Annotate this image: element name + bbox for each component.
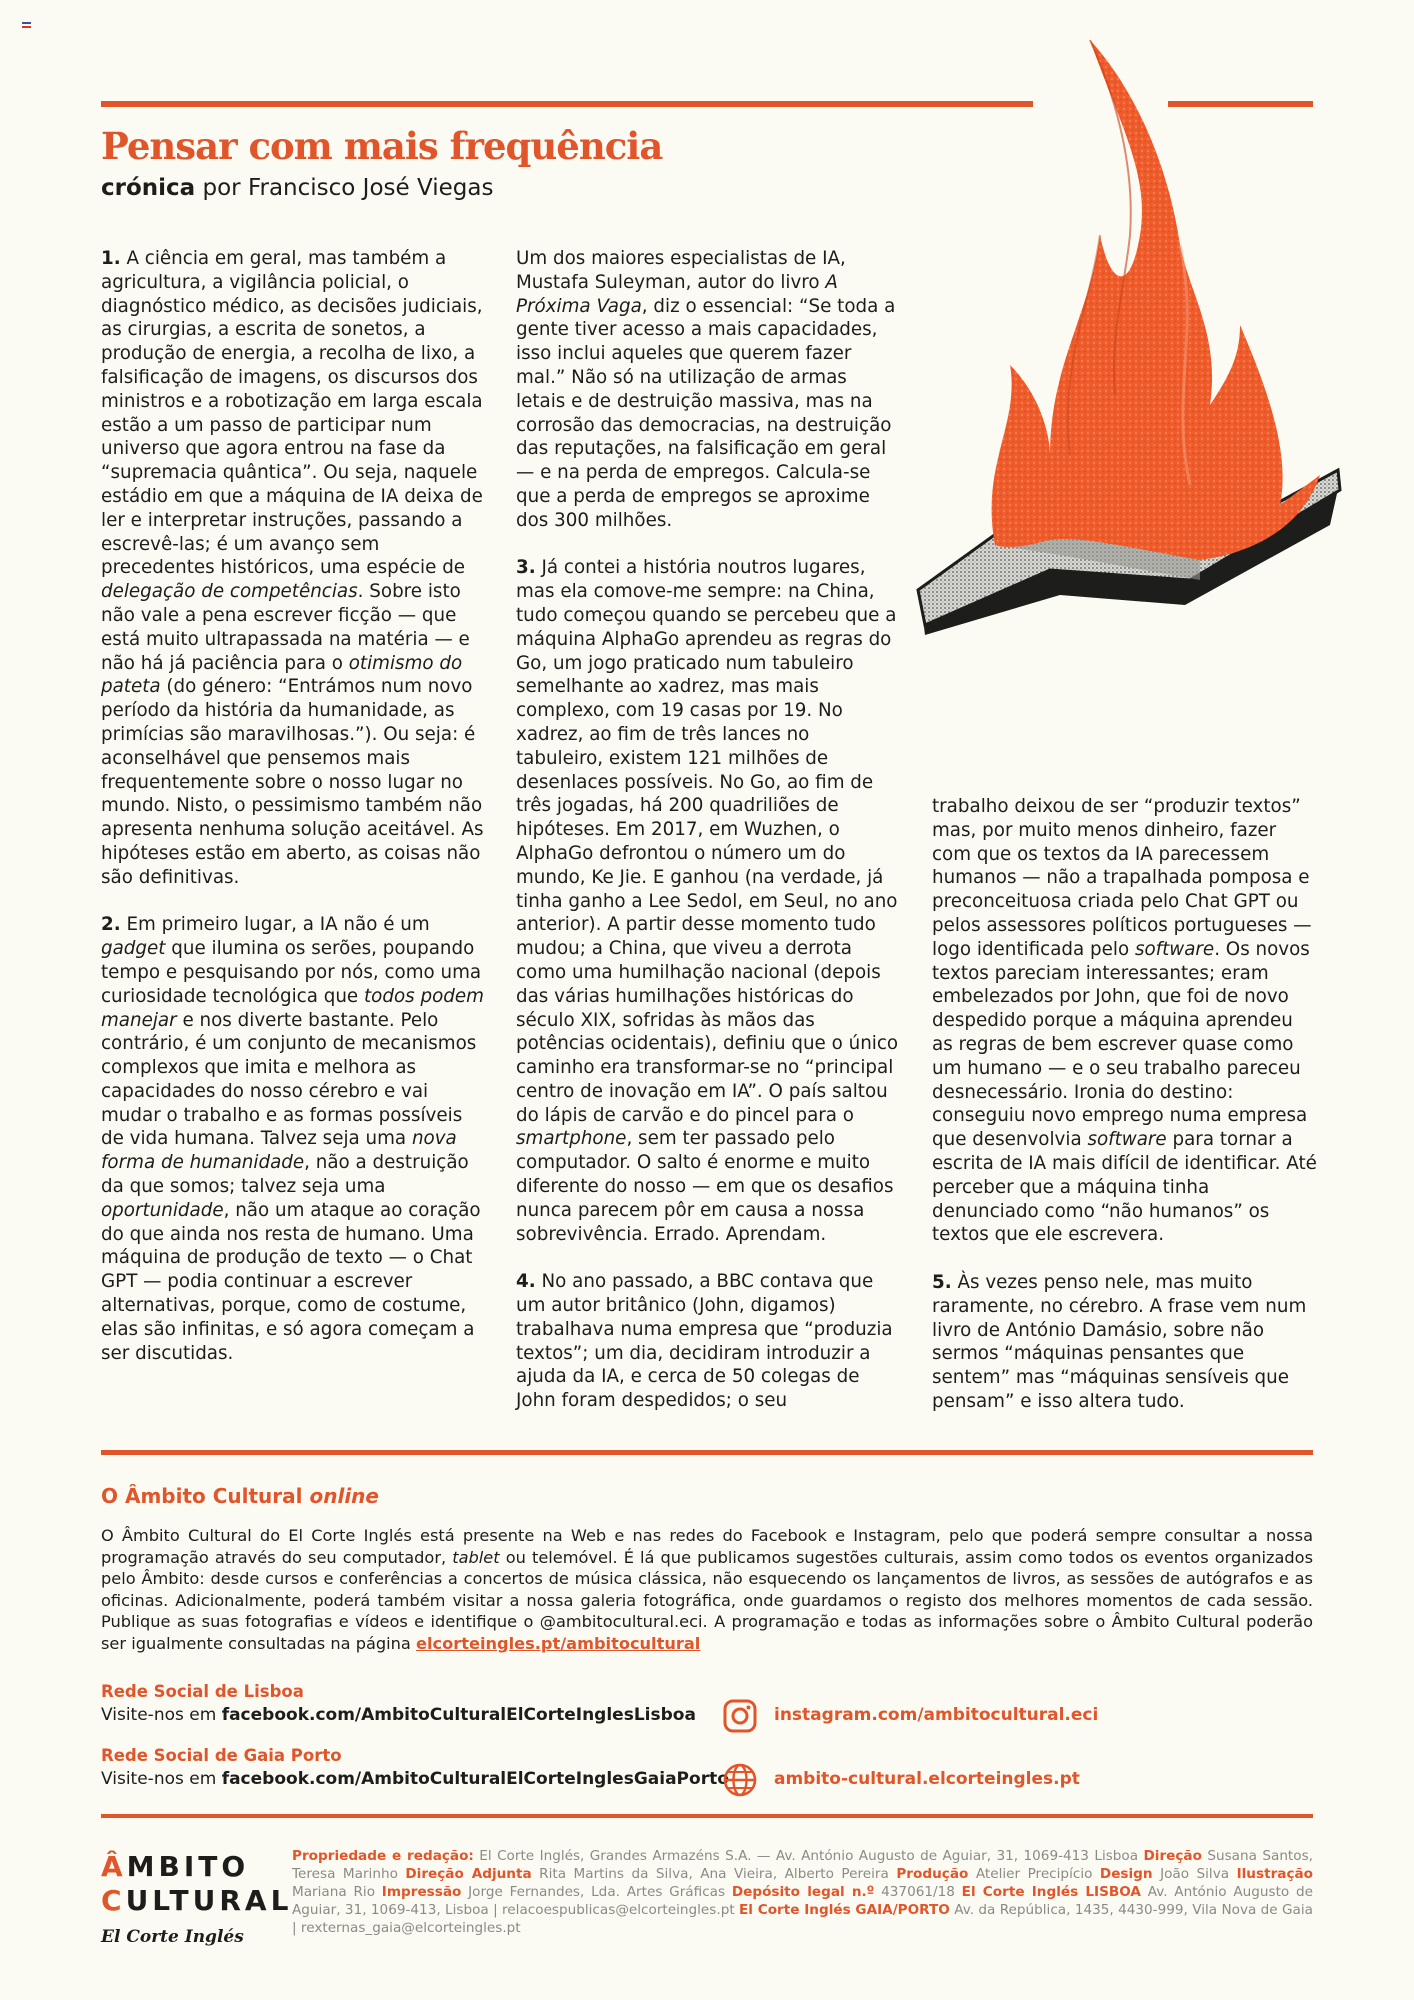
ambito-cultural-logo [101, 1850, 293, 1947]
italic-run: oportunidade [101, 1199, 224, 1221]
logo-line-1-accent: Â [101, 1850, 127, 1883]
mid-rule [101, 1450, 1313, 1455]
instagram-link[interactable]: instagram.com/ambitocultural.eci [774, 1705, 1099, 1725]
bottom-rule [101, 1814, 1313, 1818]
gaia-facebook-link[interactable]: facebook.com/AmbitoCulturalElCorteInglesGaiaPorto [221, 1769, 729, 1789]
paragraph-1: 1. A ciência em geral, mas também a agricultura, a vigilância policial, o diagnóstico médico, as decisões judiciais, as cirurgias, a escrita de sonetos, a produção de energia, a recolha de lixo, a falsificação de imagens, os discursos dos ministros e a robotização em larga escala estão a um passo de participar num universo que agora entrou na fase da “supremacia quântica”. Ou seja, naquele estádio em que a máquina de IA deixa de ler e interpretar instruções, passando a escrevê-las; é um avanço sem precedentes históricos, uma espécie de delegação de competências. Sobre isto não vale a pena escrever ficção — que está muito ultrapassada na matéria — e não há já paciência para o otimismo do pateta (do género: “Entrámos num novo período da história da humanidade, as primícias são maravilhosas.”). Ou seja: é aconselhável que pensemos mais frequentemente sobre o nosso lugar no mundo. Nisto, o pessimismo também não apresenta nenhuma solução aceitável. As hipóteses estão em aberto, as coisas não são definitivas. [101, 248, 484, 888]
italic-run: tablet [452, 1547, 500, 1567]
section-number: 4. [516, 1271, 536, 1293]
language-flag-icon [22, 22, 31, 28]
section-number: 3. [516, 557, 536, 579]
colophon-label: Direção Adjunta [405, 1866, 532, 1882]
lisboa-social-line [101, 1705, 696, 1725]
italic-run: otimismo do pateta [101, 652, 463, 698]
paragraph-4: 4. No ano passado, a BBC contava que um autor britânico (John, digamos) trabalhava numa empresa que “produzia textos”; um dia, decidiram introduzir a ajuda da IA, e cerca de 50 colegas de John foram despedidos; o seu [516, 1271, 893, 1412]
burning-book-illustration [900, 35, 1350, 755]
ambito-cultural-page-link[interactable]: elcorteingles.pt/ambitocultural [416, 1633, 701, 1653]
website-link[interactable]: ambito-cultural.elcorteingles.pt [774, 1769, 1080, 1789]
italic-run: software [1134, 938, 1215, 960]
colophon-label: Design [1099, 1866, 1153, 1882]
instagram-icon [722, 1698, 758, 1734]
visit-prefix: Visite-nos em [101, 1705, 222, 1725]
paragraph-4-continued: trabalho deixou de ser “produzir textos” mas, por muito menos dinheiro, fazer com que os textos da IA parecessem humanos — não a trapalhada pomposa e preconceituosa criada pelo Chat GPT ou pelos assessores políticos portugueses — logo identificada pelo software. Os novos textos pareciam interessantes; eram embelezados por John, que foi de novo despedido porque a máquina aprendeu as regras de bem escrever quase como um humano — e o seu trabalho pareceu desnecessário. Ironia do destino: conseguiu novo emprego numa empresa que desenvolvia software para tornar a escrita de IA mais difícil de identificar. Até perceber que a máquina tinha denunciado como “não humanos” os textos que ele escrevera. [932, 796, 1317, 1246]
colophon-label: Ilustração [1236, 1866, 1314, 1882]
globe-icon [722, 1762, 758, 1798]
paragraph-5: 5. Às vezes penso nele, mas muito raramente, no cérebro. A frase vem num livro de António Damásio, sobre não sermos “máquinas pensantes que sentem” mas “máquinas sensíveis que pensam” e isso altera tudo. [932, 1271, 1307, 1412]
gaia-social-line [101, 1769, 729, 1789]
colophon-label: El Corte Inglés LISBOA [961, 1884, 1141, 1900]
italic-run: A Próxima Vaga [516, 271, 838, 317]
article-column-3 [932, 795, 1317, 1414]
article-column-1 [101, 247, 486, 1365]
italic-run: smartphone [516, 1128, 627, 1150]
flame-shape [992, 40, 1320, 560]
byline [101, 175, 493, 201]
colophon-label: Propriedade e redação: [292, 1848, 474, 1864]
colophon-label: Impressão [381, 1884, 462, 1900]
article-column-2 [516, 247, 901, 1413]
colophon-label: El Corte Inglés GAIA/PORTO [739, 1902, 950, 1918]
el-corte-ingles-logo: El Corte Inglés [101, 1927, 244, 1947]
section-number: 1. [101, 248, 121, 269]
logo-line-2-rest: ULTURAL [125, 1884, 293, 1917]
section-number: 5. [932, 1271, 952, 1293]
paragraph-2: 2. Em primeiro lugar, a IA não é um gadget que ilumina os serões, poupando tempo e pesquisando por nós, como uma curiosidade tecnológica que todos podem manejar e nos diverte bastante. Pelo contrário, é um conjunto de mecanismos complexos que imita e melhora as capacidades do nosso cérebro e vai mudar o trabalho e as formas possíveis de vida humana. Talvez seja uma nova forma de humanidade, não a destruição da que somos; talvez seja uma oportunidade, não um ataque ao coração do que ainda nos resta de humano. Uma máquina de produção de texto — o Chat GPT — podia continuar a escrever alternativas, porque, como de costume, elas são infinitas, e só agora começam a ser discutidas. [101, 914, 484, 1364]
byline-author: por Francisco José Viegas [202, 175, 494, 201]
byline-genre: crónica [101, 175, 196, 201]
colophon: Propriedade e redação: El Corte Inglés, Grandes Armazéns S.A. — Av. António Augusto de Aguiar, 31, 1069-413 Lisboa Direção Susana Santos, Teresa Marinho Direção Adjunta Rita Martins da Silva, Ana Vieira, Alberto Pereira Produção Atelier Precipício Design João Silva Ilustração Mariana Rio Impressão Jorge Fernandes, Lda. Artes Gráficas Depósito legal n.º 437061/18 El Corte Inglés LISBOA Av. António Augusto de Aguiar, 31, 1069-413, Lisboa | relacoespublicas@elcorteingles.pt El Corte Inglés GAIA/PORTO Av. da República, 1435, 4430-999, Vila Nova de Gaia | rexternas_gaia@elcorteingles.pt [292, 1848, 1314, 1936]
section-number: 2. [101, 914, 121, 936]
italic-run: delegação de competências [101, 581, 358, 603]
lisboa-facebook-link[interactable]: facebook.com/AmbitoCulturalElCorteInglesLisboa [221, 1705, 696, 1725]
colophon-label: Direção [1143, 1848, 1202, 1864]
logo-line-2-accent: C [101, 1884, 126, 1917]
logo-line-2 [101, 1884, 293, 1917]
paragraph-3: 3. Já contei a história noutros lugares, mas ela comove-me sempre: na China, tudo começou quando se percebeu que a máquina AlphaGo aprendeu as regras do Go, um jogo praticado num tabuleiro semelhante ao xadrez, mas mais complexo, com 19 casas por 19. No xadrez, ao fim de três lances no tabuleiro, existem 121 milhões de desenlaces possíveis. No Go, ao fim de três jogadas, há 200 quadriliões de hipóteses. Em 2017, em Wuzhen, o AlphaGo defrontou o número um do mundo, Ke Jie. E ganhou (na verdade, já tinha ganho a Lee Sedol, em Seul, no ano anterior). A partir desse momento tudo mudou; a China, que viveu a derrota como uma humilhação nacional (depois das várias humilhações históricas do século XIX, sofridas às mãos das potências ocidentais), definiu que o único caminho era transformar-se no “principal centro de inovação em IA”. O país saltou do lápis de carvão e do pincel para o smartphone, sem ter passado pelo computador. O salto é enorme e muito diferente do nosso — em que os desafios nunca parecem pôr em causa a nossa sobrevivência. Errado. Aprendam. [516, 557, 899, 1245]
logo-line-1 [101, 1850, 291, 1883]
gaia-social-title: Rede Social de Gaia Porto [101, 1746, 342, 1765]
italic-run: gadget [101, 938, 166, 960]
article-headline: Pensar com mais frequência [101, 124, 663, 168]
colophon-label: Produção [896, 1866, 969, 1882]
online-description: O Âmbito Cultural do El Corte Inglés está presente na Web e nas redes do Facebook e Instagram, pelo que poderá sempre consultar a nossa programação através do seu computador, tablet ou telemóvel. É lá que publicamos sugestões culturais, assim como todos os eventos organizados pelo Âmbito: desde cursos e conferências a concertos de música clássica, não esquecendo os lançamentos de livros, as sessões de autógrafos e as oficinas. Adicionalmente, poderá também visitar a nossa galeria fotográfica, onde guardamos o registo dos melhores momentos de cada sessão. Publique as suas fotografias e vídeos e identifique o @ambitocultural.eci. A programação e todas as informações sobre o Âmbito Cultural poderão ser igualmente consultadas na página elcorteingles.pt/ambitocultural [101, 1526, 1313, 1653]
logo-line-1-rest: MBITO [126, 1850, 250, 1883]
italic-run: todos podem manejar [101, 985, 484, 1031]
online-title-em: online [309, 1484, 379, 1508]
visit-prefix: Visite-nos em [101, 1769, 222, 1789]
lisboa-social-title: Rede Social de Lisboa [101, 1682, 304, 1701]
online-title-main: O Âmbito Cultural [101, 1484, 303, 1508]
colophon-label: Depósito legal n.º [731, 1884, 875, 1900]
paragraph-2-continued: Um dos maiores especialistas de IA, Mustafa Suleyman, autor do livro A Próxima Vaga, diz o essencial: “Se toda a gente tiver acesso a mais capacidades, isso inclui aqueles que querem fazer mal.” Não só na utilização de armas letais e de destruição massiva, mas na corrosão das democracias, na destruição das reputações, na falsificação em geral — e na perda de empregos. Calcula-se que a perda de empregos se aproxime dos 300 milhões. [516, 248, 896, 531]
italic-run: software [1087, 1129, 1167, 1151]
top-rule-left [101, 101, 1033, 107]
italic-run: nova forma de humanidade [101, 1128, 457, 1174]
online-section-title [101, 1484, 379, 1508]
